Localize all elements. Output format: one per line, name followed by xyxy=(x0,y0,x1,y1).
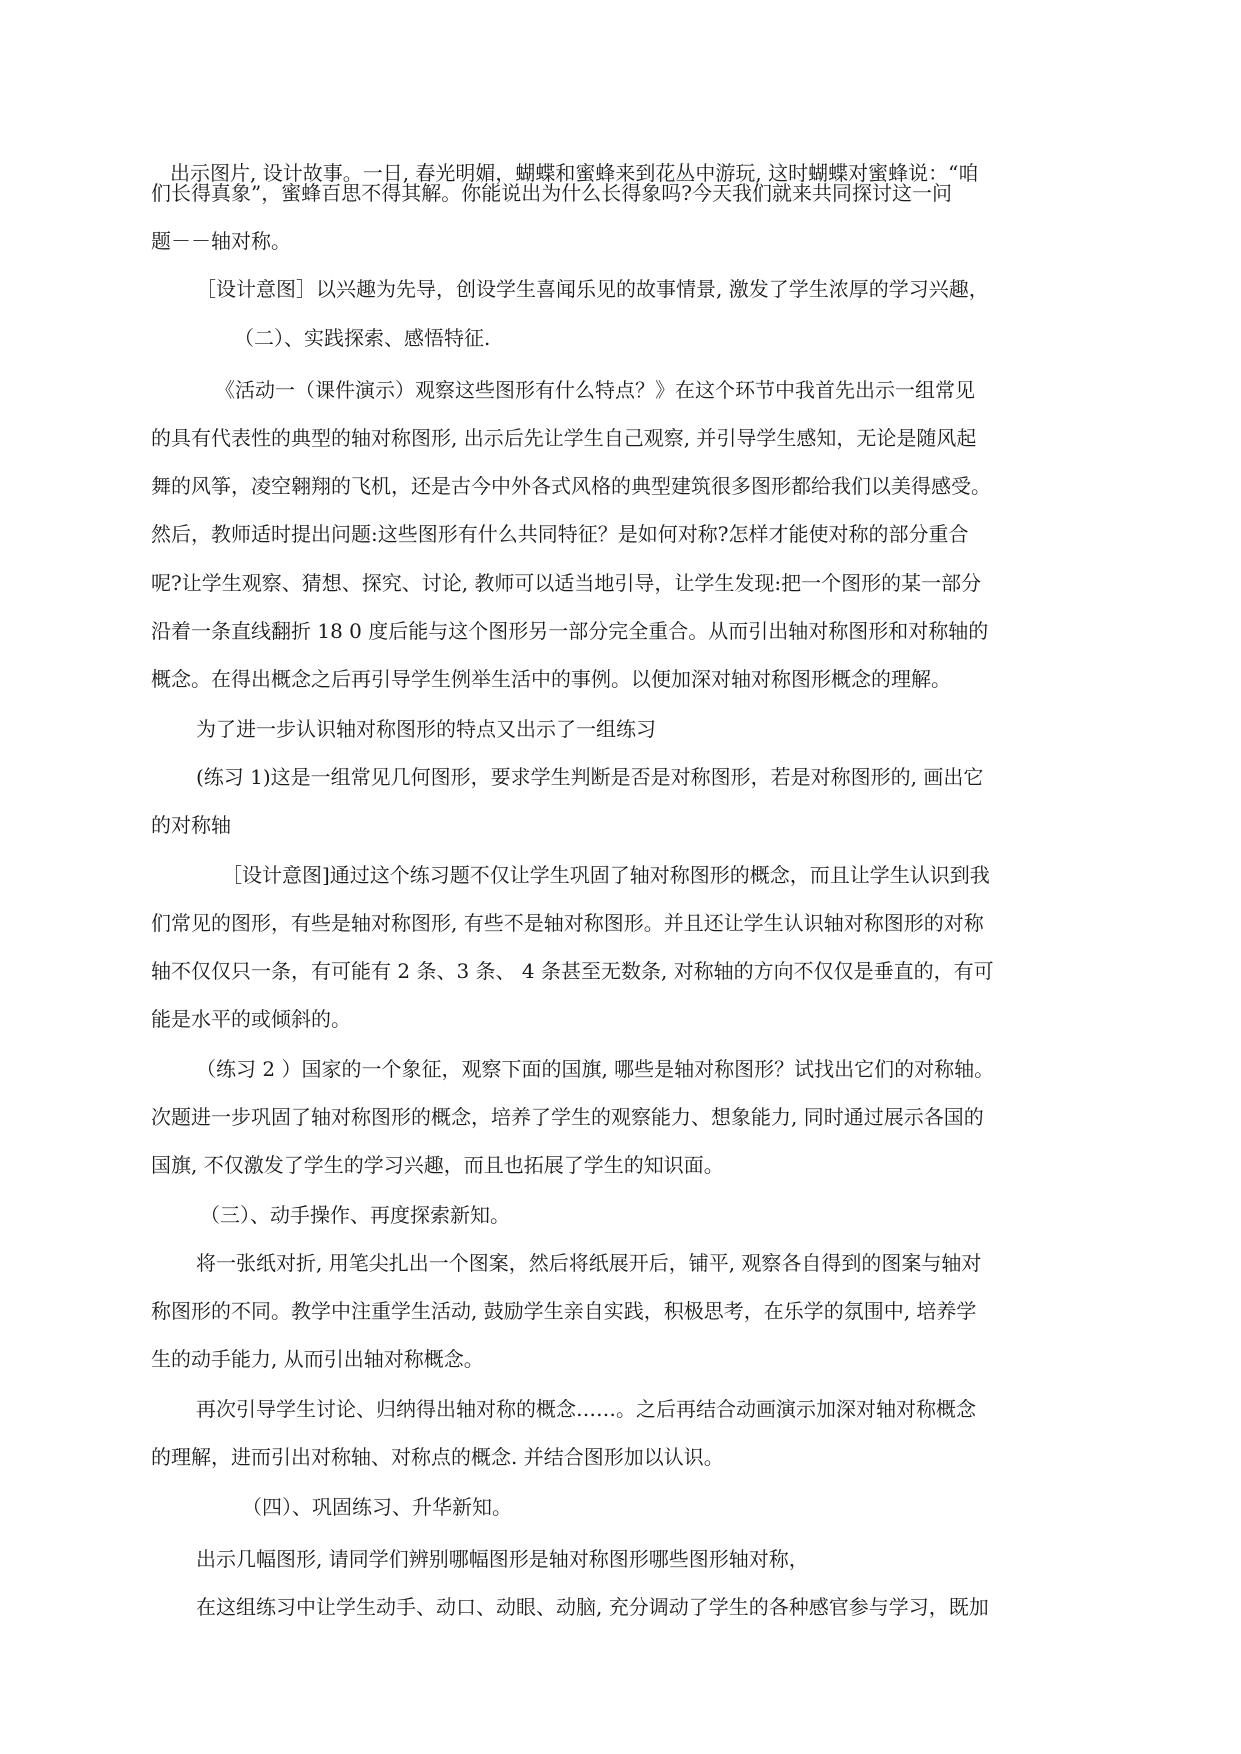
text-line: （练习 2 ）国家的一个象征，观察下面的国旗, 哪些是轴对称图形？试找出它们的对称轴。 xyxy=(196,1057,995,1081)
text-line: 呢?让学生观察、猜想、探究、讨论, 教师可以适当地引导，让学生发现:把一个图形的某一部分 xyxy=(151,571,982,595)
text-line: 出示图片, 设计故事。一日, 春光明媚，蝴蝶和蜜蜂来到花丛中游玩, 这时蝴蝶对蜜蜂说：“咱 xyxy=(170,161,979,185)
text-line: 轴不仅仅只一条，有可能有 2 条、3 条、 4 条甚至无数条, 对称轴的方向不仅仅是垂直的，有可 xyxy=(151,959,994,983)
section-heading: （四）、巩固练习、升华新知。 xyxy=(242,1495,512,1519)
section-heading: （二）、实践探索、感悟特征. xyxy=(234,326,491,350)
text-line: 概念。在得出概念之后再引导学生例举生活中的事例。以便加深对轴对称图形概念的理解。 xyxy=(151,667,951,691)
text-line: 在这组练习中让学生动手、动口、动眼、动脑, 充分调动了学生的各种感官参与学习，既加 xyxy=(196,1595,989,1619)
text-line: 国旗, 不仅激发了学生的学习兴趣，而且也拓展了学生的知识面。 xyxy=(151,1153,724,1177)
text-line: (练习 1)这是一组常见几何图形，要求学生判断是否是对称图形，若是对称图形的, 画出它 xyxy=(196,765,984,789)
text-line: 能是水平的或倾斜的。 xyxy=(151,1007,351,1031)
text-line: 然后，教师适时提出问题:这些图形有什么共同特征？是如何对称?怎样才能使对称的部分重合 xyxy=(151,522,969,546)
text-line: 次题进一步巩固了轴对称图形的概念，培养了学生的观察能力、想象能力, 同时通过展示各国的 xyxy=(151,1105,984,1129)
text-line: 们长得真象”，蜜蜂百思不得其解。你能说出为什么长得象吗?今天我们就来共同探讨这一问 xyxy=(151,181,952,205)
text-line: 舞的风筝，凌空翱翔的飞机，还是古今中外各式风格的典型建筑很多图形都给我们以美得感受。 xyxy=(151,474,991,498)
text-line: 们常见的图形，有些是轴对称图形, 有些不是轴对称图形。并且还让学生认识轴对称图形的对称 xyxy=(151,911,984,935)
text-line: ［设计意图]通过这个练习题不仅让学生巩固了轴对称图形的概念，而且让学生认识到我 xyxy=(222,863,990,887)
text-line: 题－－轴对称。 xyxy=(151,229,291,253)
text-line: ［设计意图］以兴趣为先导，创设学生喜闻乐见的故事情景, 激发了学生浓厚的学习兴趣， xyxy=(196,277,989,301)
text-line: 的理解，进而引出对称轴、对称点的概念. 并结合图形加以认识。 xyxy=(151,1445,724,1469)
text-line: 出示几幅图形, 请同学们辨别哪幅图形是轴对称图形哪些图形轴对称， xyxy=(196,1547,809,1571)
text-line: 再次引导学生讨论、归纳得出轴对称的概念……。之后再结合动画演示加深对轴对称概念 xyxy=(196,1397,976,1421)
text-line: 的对称轴 xyxy=(151,813,231,837)
text-line: 生的动手能力, 从而引出轴对称概念。 xyxy=(151,1347,484,1371)
text-line: 将一张纸对折, 用笔尖扎出一个图案，然后将纸展开后，铺平, 观察各自得到的图案与轴对 xyxy=(196,1251,982,1275)
text-line: 称图形的不同。教学中注重学生活动, 鼓励学生亲自实践，积极思考，在乐学的氛围中, 培养学 xyxy=(151,1299,977,1323)
section-heading: （三）、动手操作、再度探索新知。 xyxy=(200,1203,510,1227)
text-line: 《活动一（课件演示）观察这些图形有什么特点？》在这个环节中我首先出示一组常见 xyxy=(215,378,975,402)
text-line: 沿着一条直线翻折 18 0 度后能与这个图形另一部分完全重合。从而引出轴对称图形和对称轴的 xyxy=(151,619,989,643)
text-line: 为了进一步认识轴对称图形的特点又出示了一组练习 xyxy=(196,717,656,741)
text-line: 的具有代表性的典型的轴对称图形, 出示后先让学生自己观察, 并引导学生感知，无论是随风起 xyxy=(151,426,977,450)
